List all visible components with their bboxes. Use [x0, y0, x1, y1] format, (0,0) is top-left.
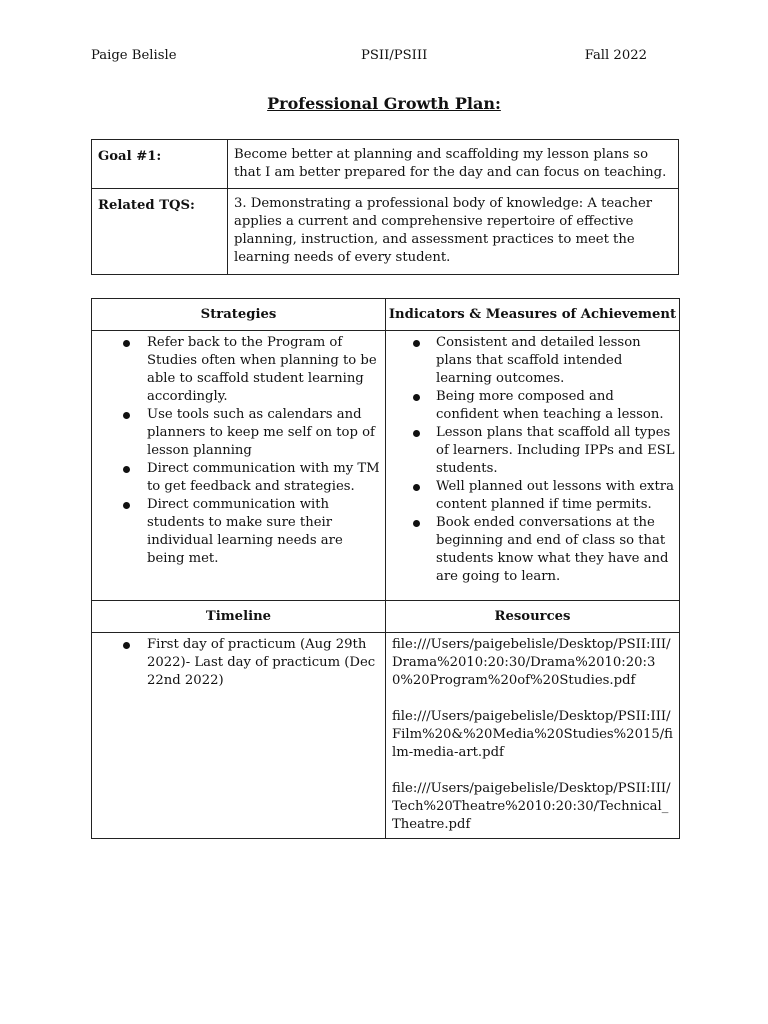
document-header — [91, 47, 647, 67]
list-item: Lesson plans that scaffold all types of learners. Including IPPs and ESL students. — [390, 424, 675, 478]
resources-header: Resources — [386, 601, 680, 633]
indicators-list — [390, 334, 675, 586]
plan-body-row-2 — [92, 633, 680, 839]
tqs-label: Related TQS: — [92, 189, 228, 275]
resources-cell — [386, 633, 680, 839]
resource-link[interactable]: file:///Users/paigebelisle/Desktop/PSII:III/Drama%2010:20:30/Drama%2010:20:30%20Program%20of%20Studies.pdf — [392, 637, 671, 688]
course-code: PSII/PSIII — [361, 48, 428, 63]
indicators-cell — [386, 331, 680, 601]
list-item: Book ended conversations at the beginning and end of class so that students know what they have and are going to learn. — [390, 514, 675, 586]
goal-table — [91, 139, 679, 275]
bullet-icon — [413, 430, 420, 437]
bullet-icon — [413, 484, 420, 491]
list-item: Direct communication with my TM to get feedback and strategies. — [96, 460, 381, 496]
term: Fall 2022 — [584, 48, 647, 63]
page-title: Professional Growth Plan: — [267, 94, 501, 113]
plan-header-row-2 — [92, 601, 680, 633]
tqs-row — [92, 189, 679, 275]
list-item: First day of practicum (Aug 29th 2022)- Last day of practicum (Dec 22nd 2022) — [96, 636, 381, 690]
plan-header-row — [92, 299, 680, 331]
list-item: Well planned out lessons with extra content planned if time permits. — [390, 478, 675, 514]
bullet-icon — [413, 520, 420, 527]
bullet-icon — [413, 340, 420, 347]
goal-row — [92, 140, 679, 189]
timeline-header: Timeline — [92, 601, 386, 633]
list-item: Consistent and detailed lesson plans that scaffold intended learning outcomes. — [390, 334, 675, 388]
bullet-icon — [123, 412, 130, 419]
strategies-list — [96, 334, 381, 568]
bullet-icon — [123, 466, 130, 473]
bullet-icon — [123, 642, 130, 649]
goal-label: Goal #1: — [92, 140, 228, 189]
plan-table — [91, 298, 680, 839]
resource-link[interactable]: file:///Users/paigebelisle/Desktop/PSII:III/Film%20&%20Media%20Studies%2015/film-media-art.pdf — [392, 709, 673, 760]
strategies-header: Strategies — [92, 299, 386, 331]
list-item: Direct communication with students to make sure their individual learning needs are being met. — [96, 496, 381, 568]
resource-link[interactable]: file:///Users/paigebelisle/Desktop/PSII:III/Tech%20Theatre%2010:20:30/Technical_Theatre.pdf — [392, 781, 671, 832]
tqs-text: 3. Demonstrating a professional body of knowledge: A teacher applies a current and comprehensive repertoire of effective planning, instruction, and assessment practices to meet the learning needs of every student. — [228, 189, 679, 275]
strategies-cell — [92, 331, 386, 601]
indicators-header: Indicators & Measures of Achievement — [386, 299, 680, 331]
timeline-list — [96, 636, 381, 690]
list-item: Refer back to the Program of Studies often when planning to be able to scaffold student learning accordingly. — [96, 334, 381, 406]
list-item: Being more composed and confident when teaching a lesson. — [390, 388, 675, 424]
author-name: Paige Belisle — [91, 48, 177, 63]
bullet-icon — [123, 502, 130, 509]
list-item: Use tools such as calendars and planners to keep me self on top of lesson planning — [96, 406, 381, 460]
plan-body-row — [92, 331, 680, 601]
bullet-icon — [123, 340, 130, 347]
bullet-icon — [413, 394, 420, 401]
timeline-cell — [92, 633, 386, 839]
goal-text: Become better at planning and scaffolding my lesson plans so that I am better prepared for the day and can focus on teaching. — [228, 140, 679, 189]
